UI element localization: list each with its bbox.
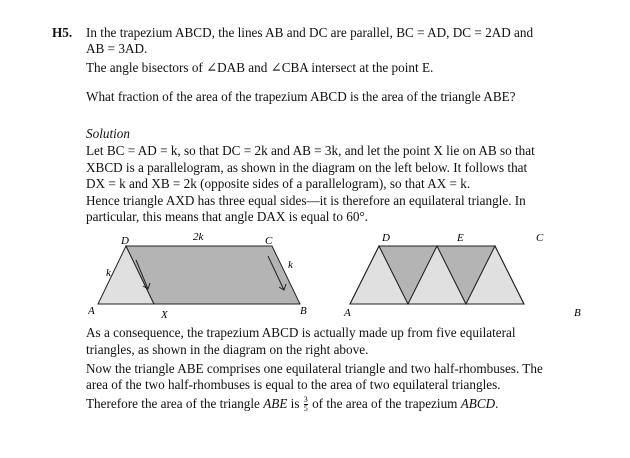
- label-k-right: k: [288, 259, 293, 271]
- diagram-left: [88, 232, 328, 322]
- label-k-left: k: [106, 267, 111, 279]
- label-X: X: [161, 309, 168, 321]
- label-2k: 2k: [193, 232, 204, 243]
- solution-conclusion: [86, 396, 498, 413]
- solution-heading: Solution: [86, 126, 130, 141]
- label-A-left: A: [88, 305, 95, 317]
- label-C-right: C: [536, 232, 544, 244]
- label-C-left: C: [265, 235, 273, 247]
- label-B-right: B: [574, 307, 581, 319]
- solution-p4-line-2: area of the two half-rhombuses is equal to the area of two equilateral triangles.: [86, 377, 501, 392]
- label-D-left: D: [121, 235, 129, 247]
- problem-question: What fraction of the area of the trapezium ABCD is the area of the triangle ABE?: [86, 89, 516, 104]
- conclusion-text-1: Therefore the area of the triangle: [86, 396, 264, 411]
- label-D-right: D: [382, 232, 390, 244]
- solution-p1-line-3: DX = k and XB = 2k (opposite sides of a parallelogram), so that AX = k.: [86, 176, 471, 191]
- solution-p2-line-2: particular, this means that angle DAX is equal to 60°.: [86, 209, 368, 224]
- label-A-right: A: [344, 307, 351, 319]
- solution-p1-line-1: Let BC = AD = k, so that DC = 2k and AB = 3k, and let the point X lie on AB so that: [86, 143, 535, 158]
- label-B-left: B: [300, 305, 307, 317]
- conclusion-abe: ABE: [263, 396, 288, 411]
- conclusion-abcd: ABCD: [460, 396, 496, 411]
- conclusion-period: .: [495, 396, 499, 411]
- fraction: [304, 396, 308, 413]
- solution-p1-line-2: XBCD is a parallelogram, as shown in the diagram on the left below. It follows that: [86, 160, 528, 175]
- solution-p4-line-1: Now the triangle ABE comprises one equilateral triangle and two half-rhombuses. The: [86, 361, 543, 376]
- fraction-denominator: 5: [303, 404, 308, 414]
- problem-line-1: In the trapezium ABCD, the lines AB and DC are parallel, BC = AD, DC = 2AD and: [86, 25, 534, 40]
- conclusion-text-2: is: [287, 396, 303, 411]
- problem-line-2: AB = 3AD.: [86, 41, 148, 56]
- solution-p2-line-1: Hence triangle AXD has three equal sides—it is therefore an equilateral triangle. In: [86, 193, 526, 208]
- solution-p3-line-1: As a consequence, the trapezium ABCD is actually made up from five equilateral: [86, 325, 516, 340]
- diagram-right: [340, 232, 590, 322]
- parallelogram: [126, 246, 300, 304]
- solution-p3-line-2: triangles, as shown in the diagram on the right above.: [86, 342, 369, 357]
- problem-label: H5.: [52, 25, 73, 40]
- fraction-numerator: 3: [303, 395, 308, 405]
- conclusion-text-3: of the area of the trapezium: [308, 396, 461, 411]
- label-E: E: [457, 232, 464, 244]
- problem-line-3: The angle bisectors of ∠DAB and ∠CBA intersect at the point E.: [86, 60, 434, 75]
